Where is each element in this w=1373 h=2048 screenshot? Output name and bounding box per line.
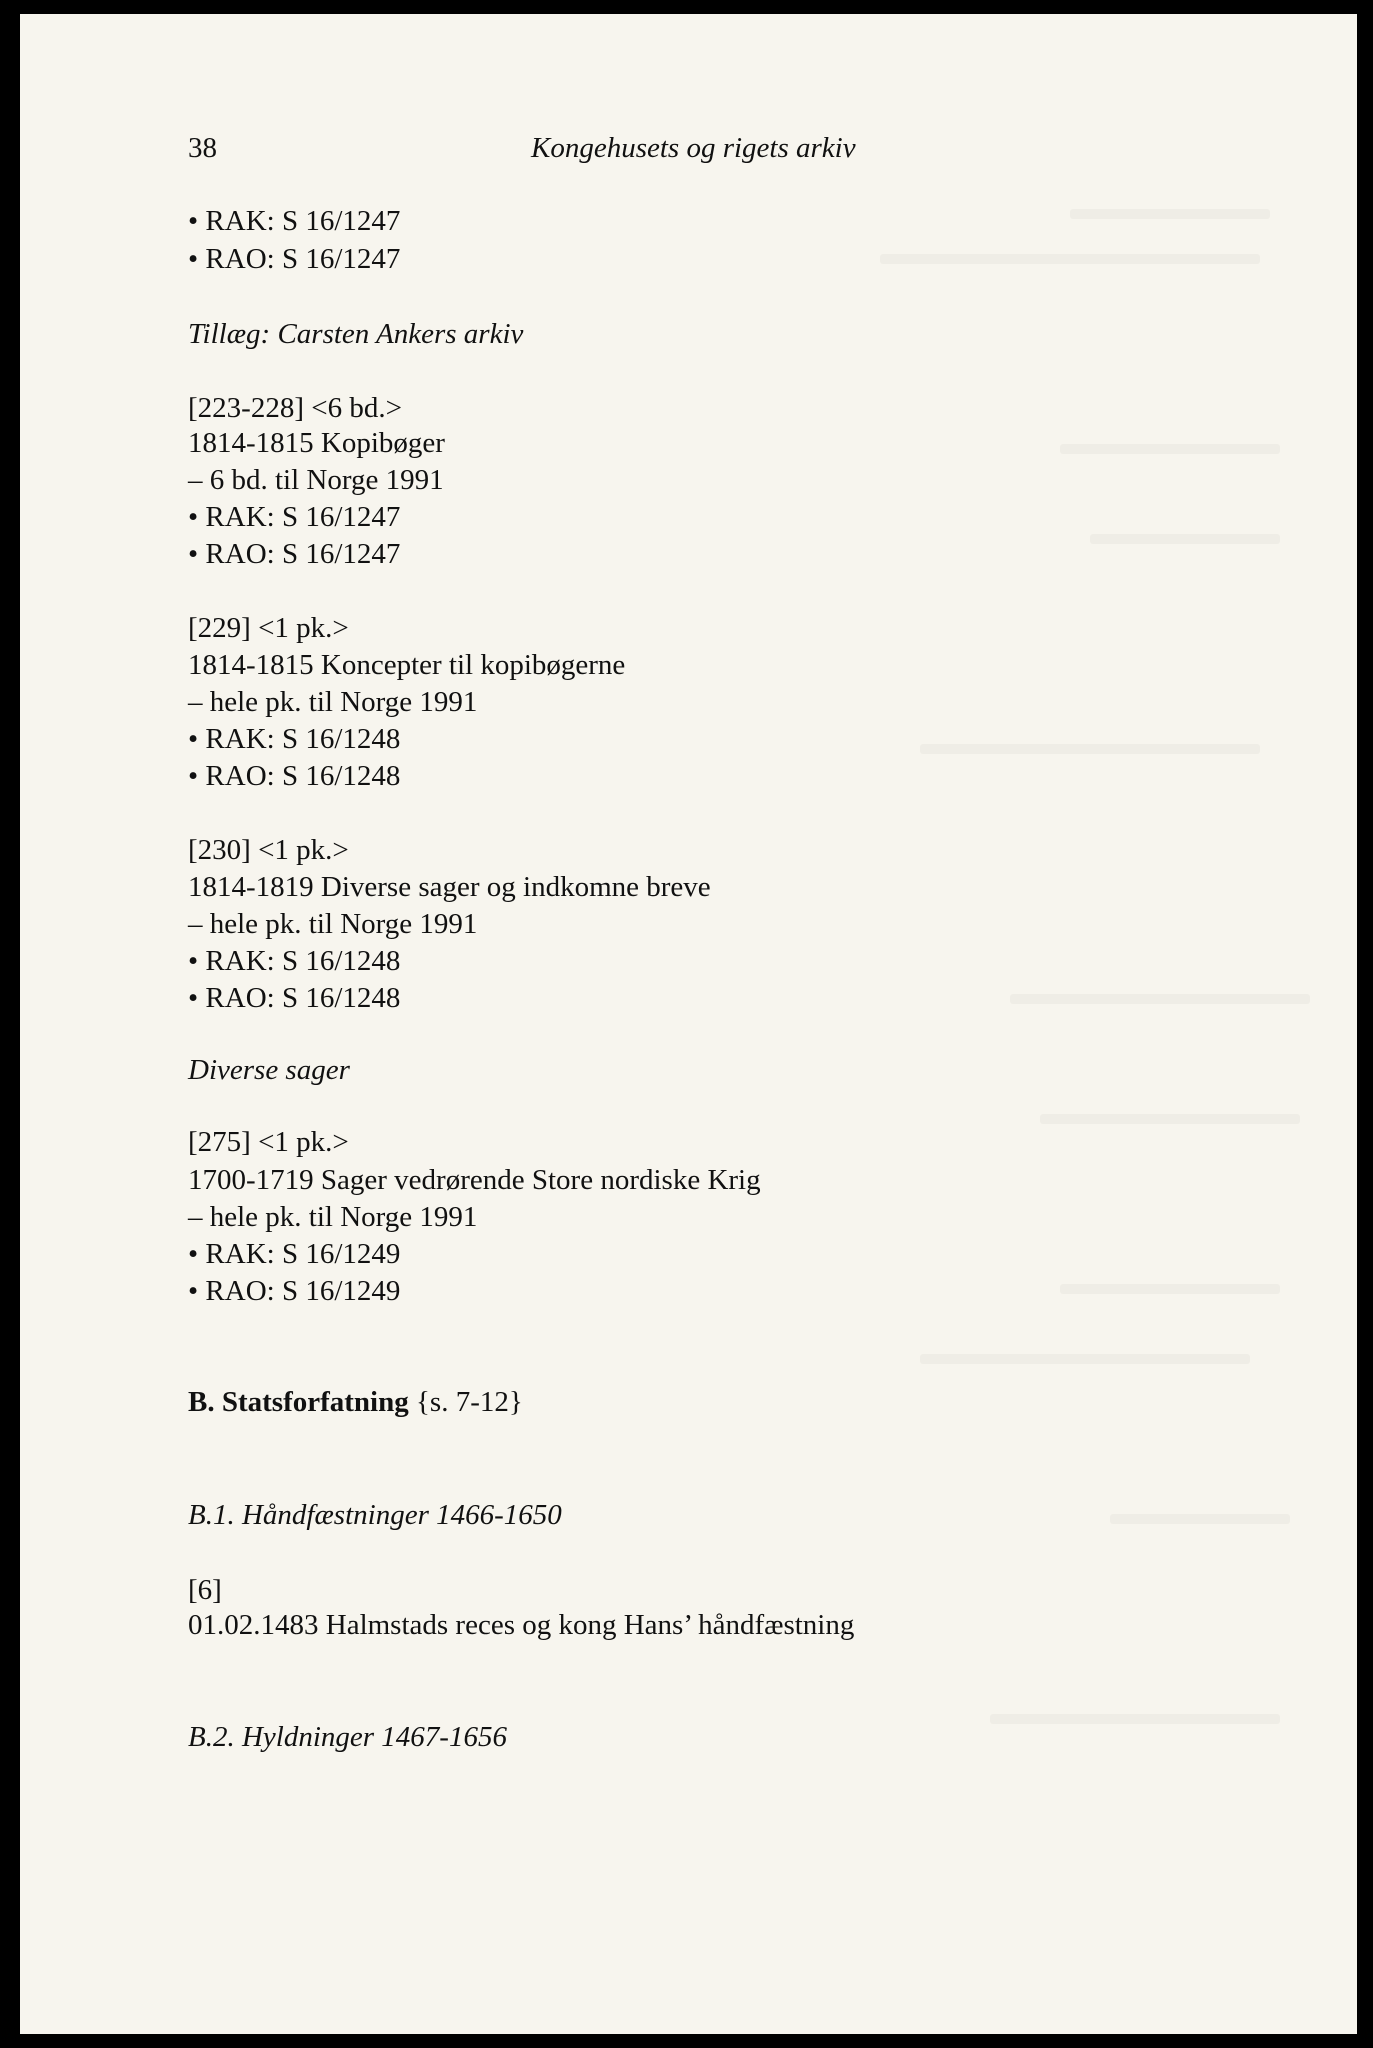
catalog-line: 1814-1815 Kopibøger	[188, 427, 445, 459]
catalog-line: – hele pk. til Norge 1991	[188, 686, 478, 718]
catalog-line: • RAK: S 16/1248	[188, 723, 401, 755]
section-b-heading-row	[188, 1384, 523, 1420]
catalog-line: – 6 bd. til Norge 1991	[188, 464, 444, 496]
catalog-line: • RAO: S 16/1247	[188, 538, 401, 570]
catalog-line: • RAO: S 16/1247	[188, 243, 401, 275]
catalog-line: 1814-1819 Diverse sager og indkomne breve	[188, 871, 711, 903]
running-title: Kongehusets og rigets arkiv	[531, 132, 856, 164]
catalog-line: [275] <1 pk.>	[188, 1126, 349, 1158]
catalog-line: – hele pk. til Norge 1991	[188, 1201, 478, 1233]
subsection-heading: B.2. Hyldninger 1467-1656	[188, 1721, 507, 1753]
page-reference: {s. 7-12}	[415, 1386, 523, 1418]
catalog-line: [229] <1 pk.>	[188, 612, 349, 644]
page-number: 38	[188, 132, 217, 164]
subsection-heading: B.1. Håndfæstninger 1466-1650	[188, 1499, 562, 1531]
catalog-line: [223-228] <6 bd.>	[188, 392, 402, 424]
catalog-line: 1700-1719 Sager vedrørende Store nordiske Krig	[188, 1164, 761, 1196]
subsection-heading: Diverse sager	[188, 1054, 350, 1086]
catalog-line: 1814-1815 Koncepter til kopibøgerne	[188, 649, 626, 681]
catalog-line: • RAK: S 16/1248	[188, 945, 401, 977]
catalog-line: • RAK: S 16/1247	[188, 501, 401, 533]
section-heading: B. Statsforfatning	[188, 1386, 409, 1418]
catalog-line: [6]	[188, 1574, 222, 1606]
catalog-line: [230] <1 pk.>	[188, 834, 349, 866]
catalog-line: 01.02.1483 Halmstads reces og kong Hans’ håndfæstning	[188, 1609, 855, 1641]
catalog-line: • RAO: S 16/1249	[188, 1275, 401, 1307]
catalog-line: • RAO: S 16/1248	[188, 982, 401, 1014]
catalog-line: • RAO: S 16/1248	[188, 760, 401, 792]
catalog-line: • RAK: S 16/1249	[188, 1238, 401, 1270]
subsection-heading: Tillæg: Carsten Ankers arkiv	[188, 318, 524, 350]
catalog-line: • RAK: S 16/1247	[188, 205, 401, 237]
catalog-line: – hele pk. til Norge 1991	[188, 908, 478, 940]
